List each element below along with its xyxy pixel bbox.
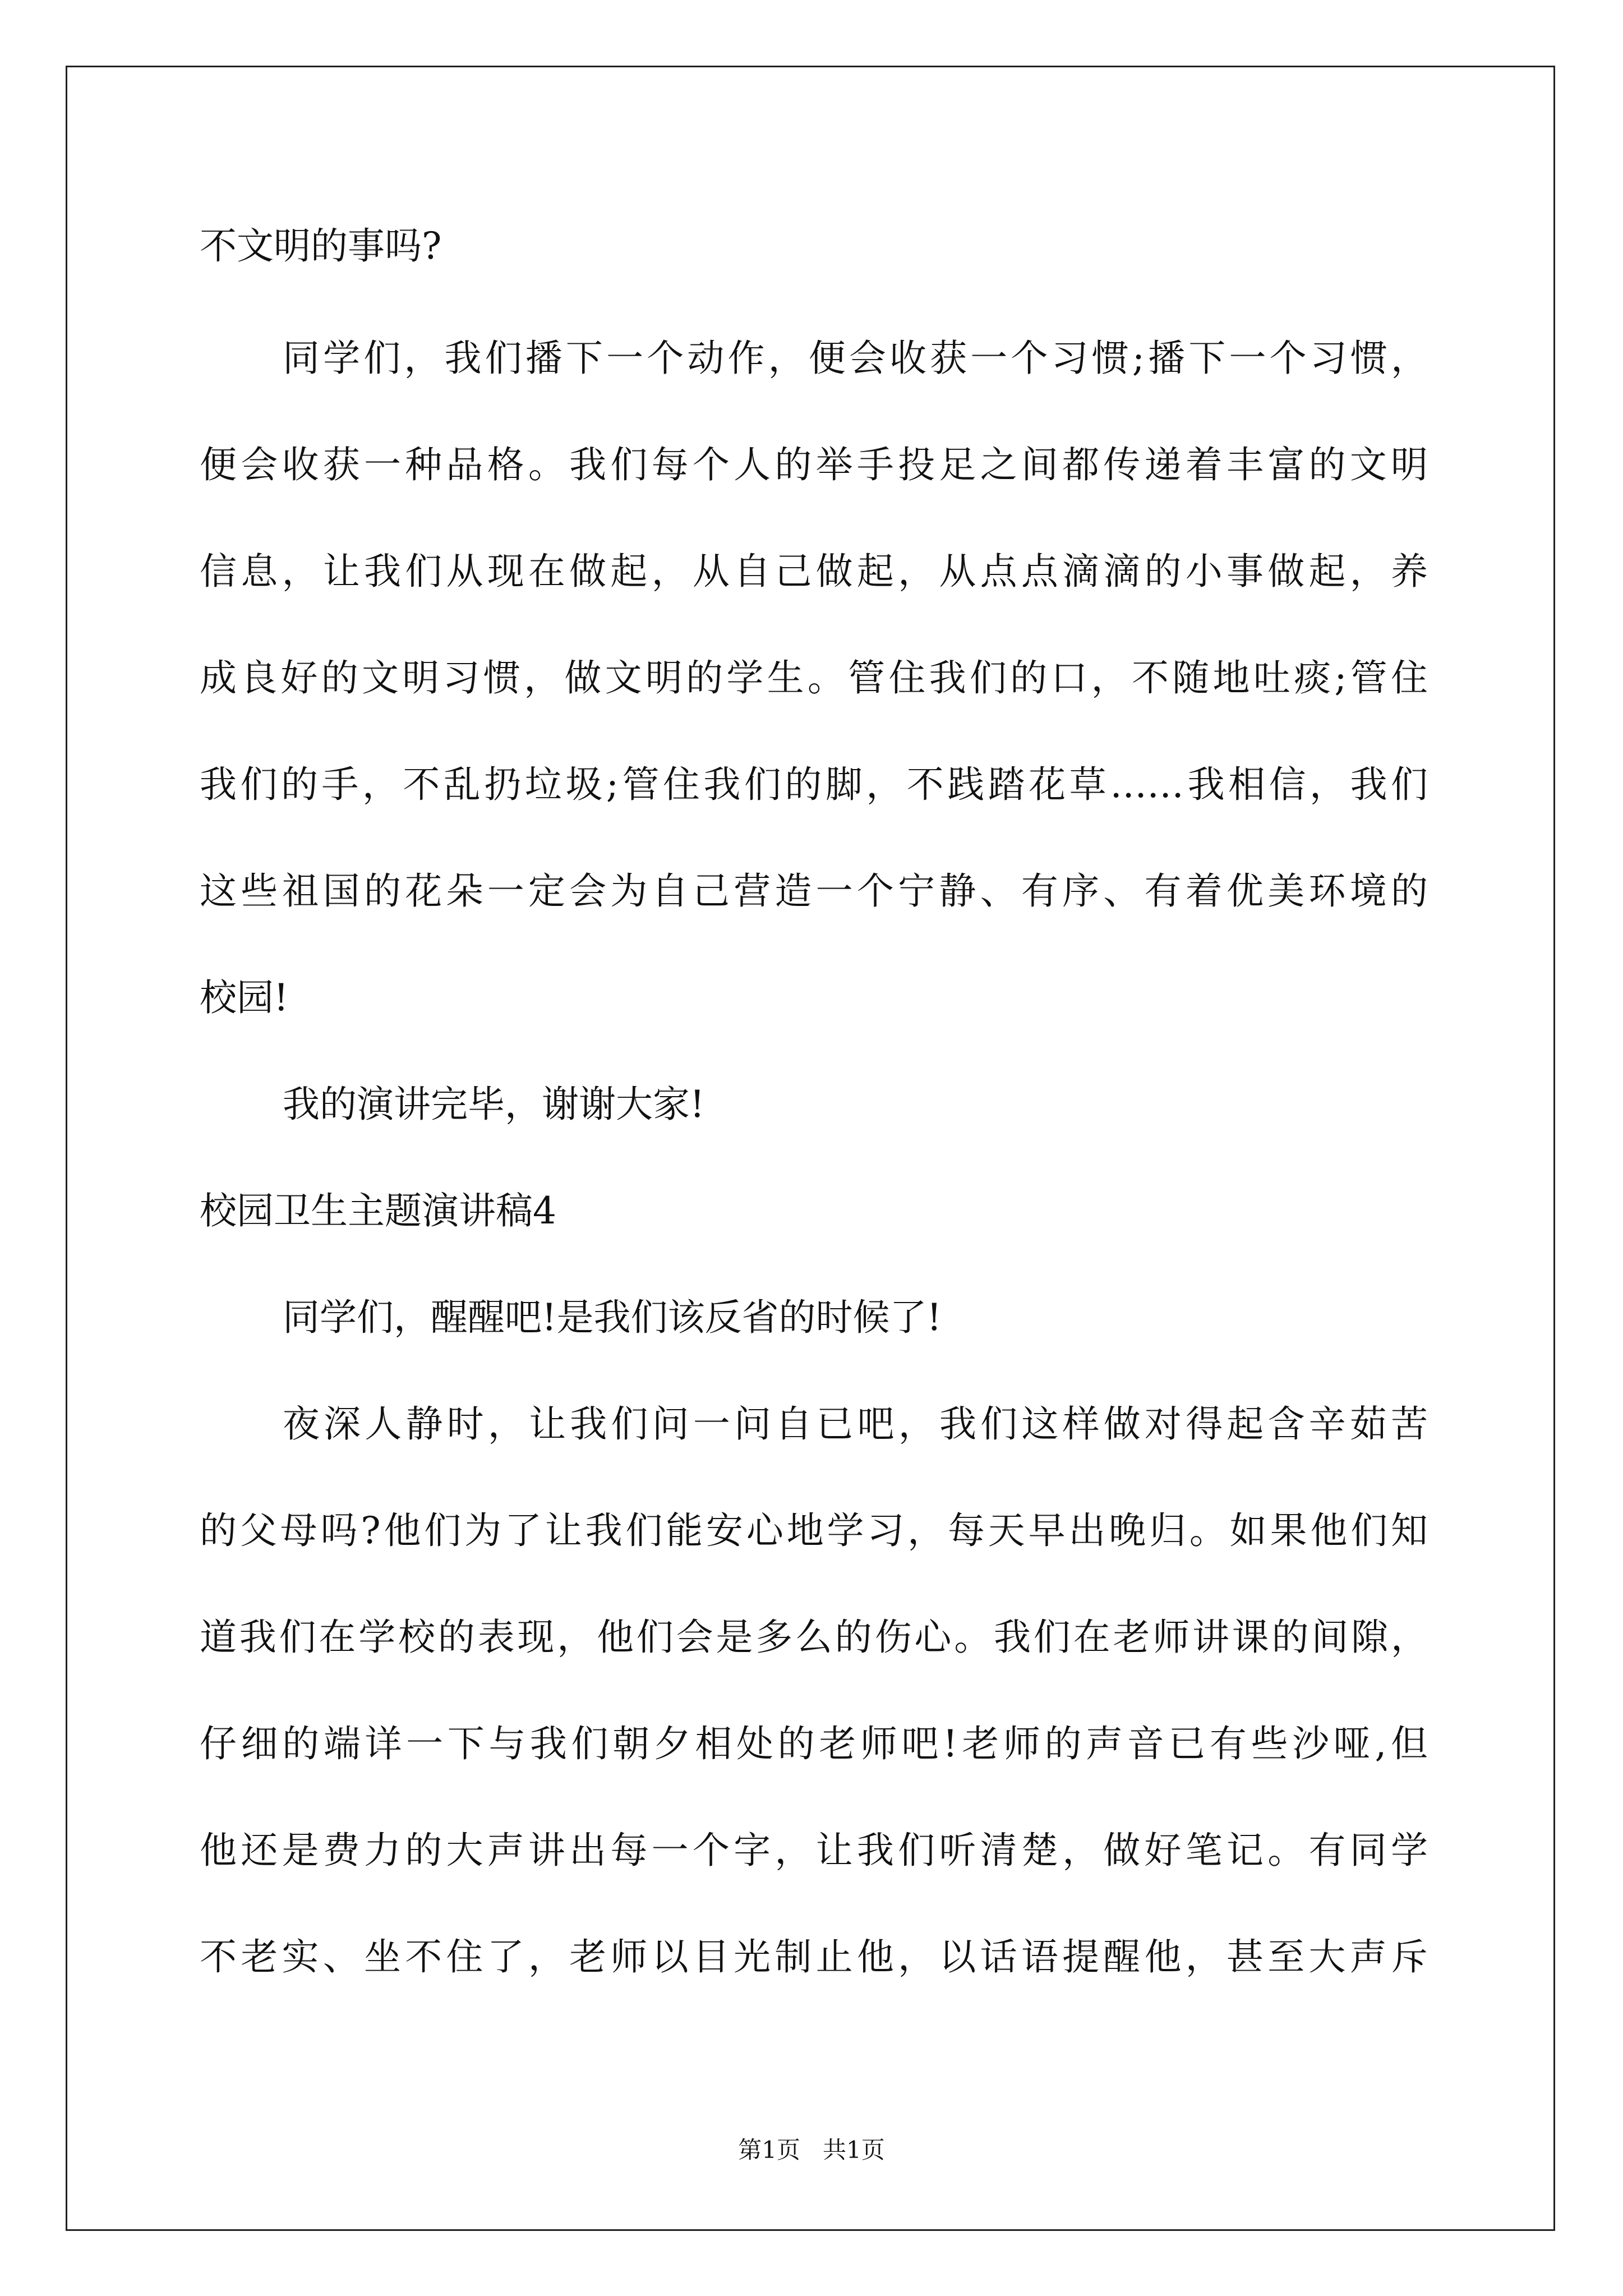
text-line: 信息，让我们从现在做起，从自己做起，从点点滴滴的小事做起，养 [200, 550, 1428, 593]
paragraph-start-line: 同学们，醒醒吧!是我们该反省的时候了! [283, 1296, 942, 1339]
text-line: 成良好的文明习惯，做文明的学生。管住我们的口，不随地吐痰;管住 [200, 656, 1428, 700]
page-border [66, 66, 1555, 2231]
page-number-footer: 第1页 共1页 [738, 2136, 885, 2164]
text-line: 我们的手，不乱扔垃圾;管住我们的脚，不践踏花草……我相信，我们 [200, 763, 1428, 806]
text-line: 仔细的端详一下与我们朝夕相处的老师吧!老师的声音已有些沙哑,但 [200, 1722, 1428, 1765]
paragraph-start-line: 我的演讲完毕，谢谢大家! [283, 1083, 705, 1126]
text-line: 校园! [200, 976, 289, 1019]
text-line: 不老实、坐不住了，老师以目光制止他，以话语提醒他，甚至大声斥 [200, 1935, 1428, 1978]
text-line: 他还是费力的大声讲出每一个字，让我们听清楚，做好笔记。有同学 [200, 1829, 1428, 1872]
text-line: 便会收获一种品格。我们每个人的举手投足之间都传递着丰富的文明 [200, 443, 1428, 486]
section-heading: 校园卫生主题演讲稿4 [200, 1189, 556, 1232]
paragraph-start-line: 同学们，我们播下一个动作，便会收获一个习惯;播下一个习惯， [283, 337, 1428, 380]
paragraph-start-line: 夜深人静时，让我们问一问自已吧，我们这样做对得起含辛茹苦 [283, 1402, 1428, 1446]
text-line: 道我们在学校的表现，他们会是多么的伤心。我们在老师讲课的间隙， [200, 1616, 1428, 1659]
text-line: 不文明的事吗? [200, 224, 442, 268]
text-line: 的父母吗?他们为了让我们能安心地学习，每天早出晚归。如果他们知 [200, 1509, 1428, 1552]
text-line: 这些祖国的花朵一定会为自己营造一个宁静、有序、有着优美环境的 [200, 869, 1428, 913]
